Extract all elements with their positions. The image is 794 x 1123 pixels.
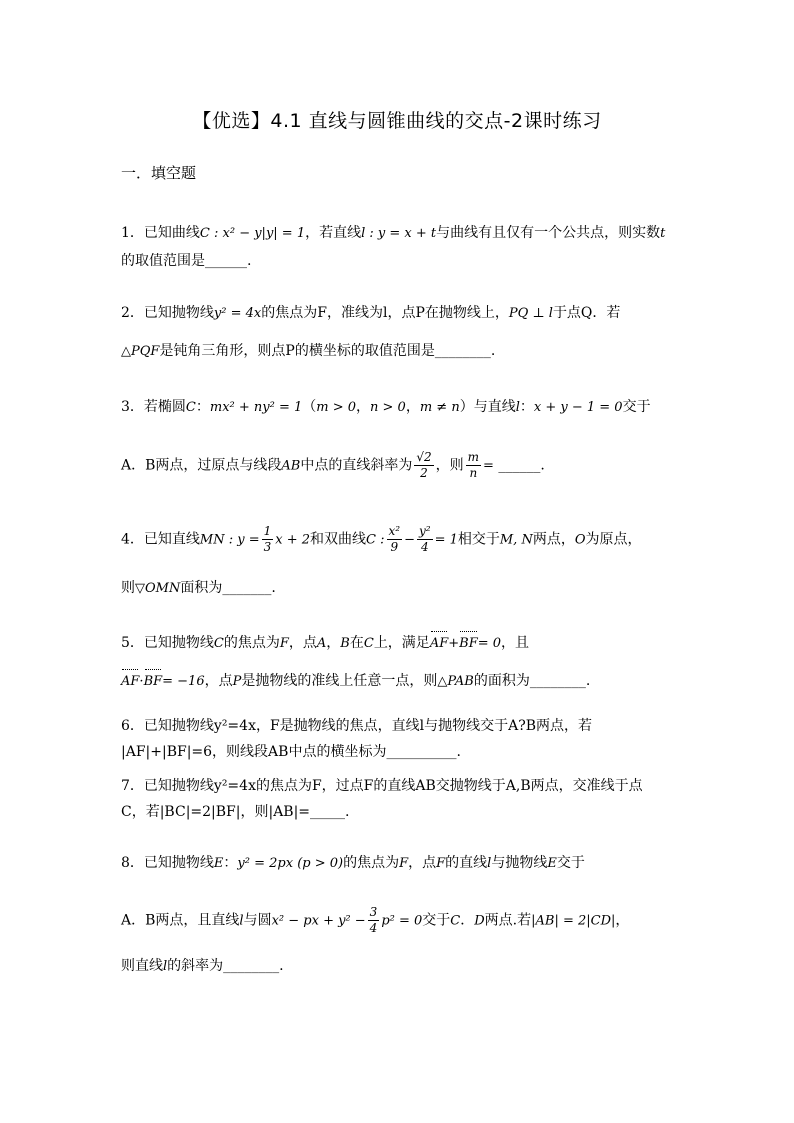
q8-var-d: D — [474, 913, 485, 929]
q4-minus: − — [404, 532, 415, 548]
q5-var-f: F — [279, 636, 289, 651]
q8-frac-denominator: 4 — [369, 921, 378, 935]
q4-text: 面积为_______. — [180, 580, 276, 596]
q5-var-c2: C — [363, 636, 374, 651]
question-3-line-1 — [121, 396, 681, 416]
q8-var-f: F — [399, 856, 409, 871]
q5-text: 的焦点为 — [223, 635, 280, 651]
q3-slope-denominator: 2 — [420, 466, 428, 480]
q4-hyperbola-label: C : — [366, 532, 385, 548]
q8-var-c: C — [450, 913, 461, 929]
question-5-line-1 — [121, 632, 681, 652]
q3-cond-m: m > 0 — [316, 400, 357, 415]
q1-text: ，若直线 — [305, 225, 362, 241]
q3-text: ，则 — [435, 457, 464, 474]
question-8-line-3 — [121, 955, 681, 975]
q4-x-numerator: x² — [388, 524, 401, 538]
q1-text: 1．已知曲线 — [121, 225, 200, 241]
q4-y-numerator: y² — [418, 524, 431, 538]
q3-slope-fraction — [414, 450, 433, 481]
q8-text: ，点 — [408, 855, 437, 871]
q4-frac-numerator: 1 — [263, 524, 272, 538]
q2-text: 的焦点为F，准线为l，点P在抛物线上， — [261, 305, 509, 321]
question-8-line-2 — [121, 905, 681, 936]
q4-y-fraction — [417, 524, 433, 555]
q5-text: ， — [326, 635, 341, 651]
q3-ratio-denominator: n — [469, 466, 478, 480]
q7-text: 7．已知抛物线y²=4x的焦点为F，过点F的直线AB交抛物线于A,B两点，交准线于点 — [121, 778, 643, 794]
q3-text: ， — [356, 399, 371, 415]
q8-text: 与圆 — [243, 912, 272, 929]
q1-var-t: t — [660, 226, 666, 241]
q3-text: （ — [302, 399, 317, 415]
q8-var-e2: E — [547, 856, 557, 871]
q3-text: 中点的直线斜率为 — [300, 457, 413, 474]
q4-text: 为原点， — [585, 531, 642, 548]
q5-text: 上，满足 — [373, 635, 430, 651]
q1-line-formula: l : y = x + t — [361, 226, 437, 241]
q3-var-c: C — [185, 400, 196, 415]
question-1-line-1 — [121, 222, 681, 242]
q8-text: 则直线 — [121, 958, 163, 974]
q4-text: 则 — [121, 580, 135, 596]
question-4-line-1 — [121, 524, 681, 555]
question-6-line-2 — [121, 741, 681, 761]
q4-text: 两点， — [532, 531, 575, 548]
q8-circle-formula-end: p² = 0 — [381, 913, 423, 929]
q6-text: 6．已知抛物线y²=4x，F是抛物线的焦点，直线l与抛物线交于A?B两点，若 — [121, 718, 593, 734]
question-5-line-2 — [121, 670, 681, 690]
q1-curve-formula: C : x² − y|y| = 1 — [199, 226, 306, 241]
q8-var-f2: F — [436, 856, 446, 871]
q5-triangle-pab: △PAB — [437, 674, 474, 689]
q8-text: 与抛物线 — [491, 855, 548, 871]
q5-var-a: A — [316, 636, 327, 651]
q3-slope-numerator: √2 — [416, 450, 432, 464]
q3-cond-neq: m ≠ n — [419, 400, 460, 415]
q4-x-fraction — [387, 524, 403, 555]
q8-text: 的斜率为________. — [167, 958, 284, 974]
q4-frac-denominator: 3 — [263, 540, 272, 554]
q5-var-b: B — [340, 636, 350, 651]
q8-text: ： — [223, 855, 238, 871]
q4-line-formula: MN : y = — [199, 532, 260, 548]
question-6-line-1 — [121, 715, 681, 735]
q4-slope-fraction — [262, 524, 274, 555]
q3-ellipse-formula: mx² + ny² = 1 — [209, 400, 303, 415]
q8-circle-formula: x² − px + y² − — [271, 913, 366, 929]
q4-line-formula-end: x + 2 — [275, 532, 311, 548]
question-7-line-1 — [121, 775, 681, 795]
q3-cond-n: n > 0 — [370, 400, 406, 415]
q3-text: ， — [405, 399, 420, 415]
q8-circle-fraction — [368, 905, 380, 936]
q5-text: 的面积为________. — [473, 673, 591, 689]
q5-text: 5．已知抛物线 — [121, 635, 214, 651]
q5-dot: · — [139, 674, 144, 689]
q5-plus: + — [448, 636, 460, 651]
question-1-line-2 — [121, 250, 681, 270]
q8-var-l2: l — [239, 913, 244, 929]
q8-text: 8．已知抛物线 — [121, 855, 214, 871]
question-2-line-2 — [121, 340, 681, 360]
q5-vector-af-2: AF — [121, 674, 140, 689]
question-2-line-1 — [121, 302, 681, 322]
q3-text: A．B两点，过原点与线段 — [121, 457, 282, 474]
question-3-line-2 — [121, 450, 681, 481]
q5-vector-bf-2: BF — [143, 674, 163, 689]
q5-text: ，且 — [501, 635, 530, 651]
q8-parabola-formula: y² = 2px (p > 0) — [237, 856, 344, 871]
q8-frac-numerator: 3 — [369, 905, 378, 919]
question-7-line-2 — [121, 801, 681, 821]
q4-points-mn: M, N — [499, 532, 533, 548]
q4-triangle-omn: ▽OMN — [135, 581, 181, 596]
q4-origin-o: O — [574, 532, 586, 548]
q2-perp-formula: PQ ⊥ l — [508, 306, 553, 321]
q3-text: ）与直线 — [459, 399, 516, 415]
q4-equals-one: = 1 — [434, 532, 458, 548]
q5-equals-zero: = 0 — [477, 636, 502, 651]
q3-ratio-fraction — [466, 450, 481, 481]
q4-text: 和双曲线 — [310, 531, 367, 548]
q3-text: 交于 — [622, 399, 651, 415]
q2-text: 2．已知抛物线 — [121, 305, 214, 321]
q8-var-l3: l — [163, 959, 168, 974]
q1-text: 的取值范围是______. — [121, 253, 252, 269]
q5-text: 在 — [349, 635, 364, 651]
q1-text: 与曲线有且仅有一个公共点，则实数 — [436, 225, 661, 241]
question-4-line-2 — [121, 577, 681, 597]
q2-text: 于点Q．若 — [552, 305, 621, 321]
q8-text: ． — [460, 912, 475, 929]
q8-var-l: l — [487, 856, 492, 871]
q8-text: 的直线 — [445, 855, 488, 871]
q3-segment-ab: AB — [281, 458, 301, 474]
q8-text: 两点.若 — [484, 912, 532, 929]
q5-text: ，点 — [288, 635, 317, 651]
q8-text: A．B两点，且直线 — [121, 912, 240, 929]
page-title: 【优选】4.1 直线与圆锥曲线的交点-2课时练习 — [192, 110, 602, 132]
q5-equals-value: = −16 — [162, 674, 205, 689]
q8-text: 交于 — [556, 855, 585, 871]
q8-text: 交于 — [422, 912, 451, 929]
q3-var-l: l — [515, 400, 520, 415]
q3-line-formula: x + y − 1 = 0 — [533, 400, 623, 415]
q7-text: C，若|BC|=2|BF|，则|AB|=_____. — [121, 804, 350, 820]
q5-var-c: C — [213, 636, 224, 651]
q4-y-denominator: 4 — [420, 540, 429, 554]
q3-text: 3．若椭圆 — [121, 399, 186, 415]
section-heading: 一．填空题 — [121, 164, 197, 182]
q5-vector-bf: BF — [459, 636, 478, 651]
q3-equals: = — [483, 458, 494, 474]
q5-text: ，点 — [204, 673, 233, 689]
q4-x-denominator: 9 — [390, 540, 399, 554]
q8-text: ， — [615, 912, 630, 929]
q2-text: 是钝角三角形，则点P的横坐标的取值范围是________. — [159, 343, 496, 359]
q8-var-e: E — [213, 856, 224, 871]
q3-answer-blank: ______. — [498, 457, 545, 474]
q8-text: 的焦点为 — [343, 855, 400, 871]
q2-parabola-formula: y² = 4x — [213, 306, 262, 321]
q3-text: ： — [195, 399, 210, 415]
q4-text: 相交于 — [457, 531, 500, 548]
q5-var-p: P — [232, 674, 242, 689]
q4-text: 4．已知直线 — [121, 531, 200, 548]
q3-ratio-numerator: m — [467, 450, 480, 464]
q6-text: |AF|+|BF|=6，则线段AB中点的横坐标为__________. — [121, 744, 461, 760]
q5-text: 是抛物线的准线上任意一点，则 — [241, 673, 438, 689]
q5-vector-af: AF — [429, 636, 449, 651]
q3-text: ： — [519, 399, 534, 415]
q2-triangle: △PQF — [121, 344, 160, 359]
question-8-line-1 — [121, 852, 681, 872]
q8-length-relation: |AB| = 2|CD| — [531, 913, 616, 929]
